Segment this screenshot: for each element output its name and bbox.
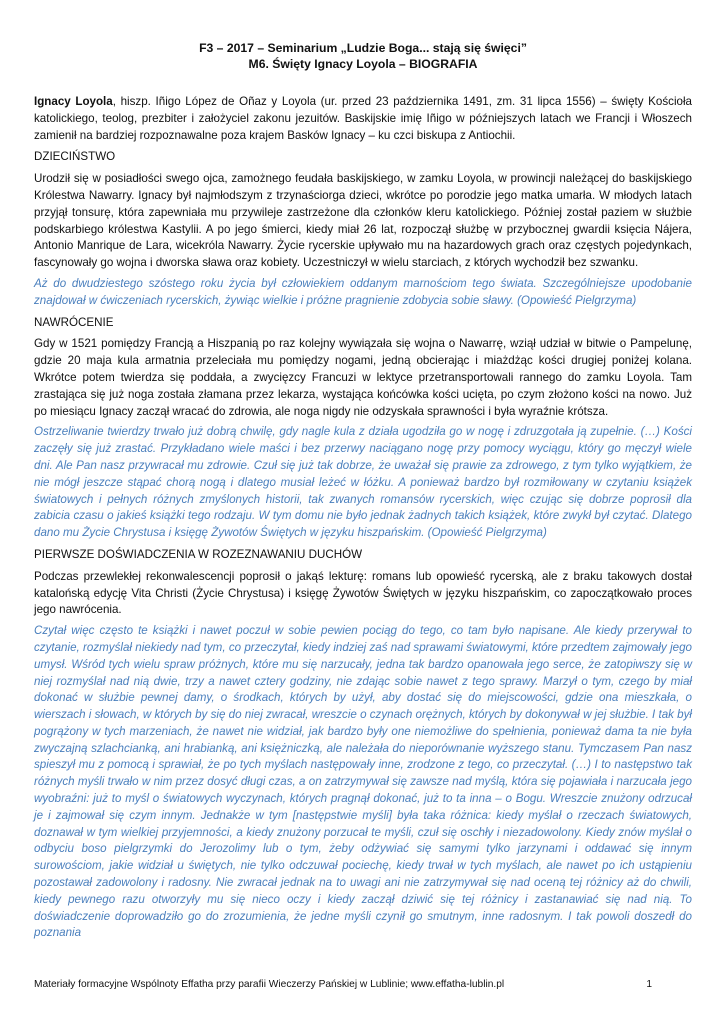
discernment-paragraph: Podczas przewlekłej rekonwalescencji poprosił o jakąś lekturę: romans lub opowieść rycerską, ale z braku takowych dostał katalońską edycję Vita Christi (Życie Chrystusa) i księgę Żywotów Świętych w języku hiszpańskim, co zapoczątkowało proces jego nawrócenia. — [34, 569, 692, 617]
conversion-paragraph: Gdy w 1521 pomiędzy Francją a Hiszpanią po raz kolejny wywiązała się wojna o Nawarrę, wziął udział w bitwie o Pampelunę, gdzie 20 maja kula armatnia przeleciała mu pomiędzy nogami, jedną obcierając i miażdżąc kości drugiej poniżej kolana. Wkrótce potem twierdza się poddała, a zwycięzcy Francuzi w lektyce przetransportowali rannego do zamku Loyola. Tam zrastająca się już noga została złamana przez lekarza, wystająca końcówka kości ucięta, po czym złożono kości na nowo. Już po miesiącu Ignacy zaczął wracać do zdrowia, ale noga nigdy nie odzyskała sprawności i była wyraźnie krótsza. — [34, 337, 692, 418]
section-heading-discernment: PIERWSZE DOŚWIADCZENIA W ROZEZNAWANIU DUCHÓW — [34, 547, 363, 561]
footer-text: Materiały formacyjne Wspólnoty Effatha przy parafii Wieczerzy Pańskiej w Lublinie; www.effatha-lublin.pl — [34, 979, 505, 990]
childhood-quote: Aż do dwudziestego szóstego roku życia był człowiekiem oddanym marnościom tego świata. Szczególniejsze upodobanie znajdował w ćwiczeniach rycerskich, żywiąc wielkie i próżne pragnienie zdobycia sobie sławy. (Opowieść Pielgrzyma) — [34, 276, 692, 307]
intro-name: Ignacy Loyola — [34, 95, 113, 108]
page-number: 1 — [646, 979, 652, 990]
document-page — [34, 40, 692, 942]
document-title-line1: F3 – 2017 – Seminarium „Ludzie Boga... stają się święci” — [199, 41, 527, 55]
discernment-quote: Czytał więc często te książki i nawet poczuł w sobie pewien pociąg do tego, co tam było napisane. Ale kiedy przerywał to czytanie, rozmyślał niekiedy nad tym, co przeczytał, kiedy indziej zaś nad sprawami światowymi, które przedtem zajmowały jego umysł. Wśród tych wielu spraw próżnych, które mu się narzucały, jedna tak bardzo opanowała jego serce, że zatopiwszy się w niej rozmyślał nad nią dwie, trzy a nawet cztery godziny, nie zdając sobie nawet z tego sprawy. Marzył o tym, czego by miał dokonać w służbie pewnej damy, o środkach, których by użył, aby dostać się do miejscowości, gdzie ona mieszkała, o wierszach i słowach, w których by się do niej zwracał, wreszcie o czynach orężnych, których by dokonywał w jej służbie. I tak był pogrążony w tych marzeniach, że nawet nie widział, jak bardzo były one niemożliwe do spełnienia, ponieważ dama ta nie była zwyczajną szlachcianką, ani hrabianką, ani księżniczką, ale należała do nieporównanie wyższego stanu. Tymczasem Pan nasz spieszył mu z pomocą i sprawiał, że po tych myślach następowały inne, zrodzone z tego, co przeczytał. (…) I to następstwo tak różnych myśli trwało w nim przez dosyć długi czas, a on zatrzymywał się zawsze nad myślą, która się pojawiała i narzucała jego wyobraźni: już to myśl o światowych wyczynach, których pragnął dokonać, już to ta inna – o Bogu. Wreszcie znużony odrzucał je i zajmował się czym innym. Jednakże w tym [następstwie myśli] była taka różnica: kiedy myślał o rzeczach światowych, doznawał w tym wielkiej przyjemności, a kiedy znużony porzucał te myśli, czuł się oschły i niezadowolony. Kiedy znów myślał o odbyciu boso pielgrzymki do Jerozolimy lub o tym, żeby odżywiać się samymi tylko jarzynami i oddawać się innym surowościom, jakie widział u świętych, nie tylko odczuwał pociechę, kiedy trwał w tych myślach, ale nawet po ich ustąpieniu pozostawał zadowolony i radosny. Nie zwracał jednak na to uwagi ani nie zatrzymywał się nad oceną tej różnicy aż do chwili, kiedy pewnego razu otworzyły mu się nieco oczy i kiedy zaczął dziwić się tej różnicy i zastanawiać się nad nią. To doświadczenie doprowadziło go do zrozumienia, że jedne myśli czynił go smutnym, inne radosnym. I tak powoli doszedł do poznania — [34, 624, 692, 940]
section-heading-childhood: DZIECIŃSTWO — [34, 150, 116, 164]
childhood-paragraph: Urodził się w posiadłości swego ojca, zamożnego feudała baskijskiego, w zamku Loyola, w prowincji należącej do baskijskiego Królestwa Nawarry. Ignacy był najmłodszym z trzynaściorga dzieci, wkrótce po porodzie jego matka umarła. W młodych latach przyjął tonsurę, która zapewniała mu przywileje zastrzeżone dla członków kleru katolickiego. Później został paziem w służbie podskarbiego królestwa Kastylii. A po jego śmierci, kiedy miał 26 lat, rozpoczął służbę w przybocznej gwardii księcia Nájera, Antonio Manrique de Lara, wicekróla Nawarry. Życie rycerskie upływało mu na hazardowych grach oraz częstych pojedynkach, fascynowały go wojna i dworska sława oraz kobiety. Uczestniczył w wielu starciach, z których wychodził bez szwanku. — [34, 172, 692, 270]
document-title-line2: M6. Święty Ignacy Loyola – BIOGRAFIA — [248, 57, 478, 71]
intro-paragraph — [34, 94, 692, 144]
intro-text: , hiszp. Iñigo López de Oñaz y Loyola (ur. przed 23 października 1491, zm. 31 lipca 1556) – święty Kościoła katolickiego, teolog, prezbiter i założyciel zakonu jezuitów. Baskijskie imię Iñigo w późniejszych latach we Francji i Włoszech zamienił na bardziej rozpoznawalne poza krajem Basków Ignacy – ku czci biskupa z Antiochii. — [34, 95, 692, 142]
conversion-quote: Ostrzeliwanie twierdzy trwało już dobrą chwilę, gdy nagle kula z działa ugodziła go w nogę i zdruzgotała ją zupełnie. (…) Kości zaczęły się już zrastać. Przykładano wiele maści i bez przerwy naciągano nogę przy pomocy wyciągu, który go męczył wiele dni. Ale Pan nasz przywracał mu zdrowie. Czuł się już tak dobrze, że uważał się prawie za zdrowego, z tym tylko wyjątkiem, że nie mógł jeszcze stąpać chorą nogą i dlatego musiał leżeć w łóżku. A ponieważ bardzo był rozmiłowany w czytaniu książek światowych i pełnych różnych zmyślonych historii, tak zwanych romansów rycerskich, więc czując się dobrze poprosił dla zabicia czasu o jakieś książki tego rodzaju. W tym domu nie było jednak żadnych takich książek, które zwykł był czytać. Dlatego dano mu Życie Chrystusa i księgę Żywotów Świętych w języku hiszpańskim. (Opowieść Pielgrzyma) — [34, 425, 692, 540]
page-footer — [34, 978, 692, 991]
section-heading-conversion: NAWRÓCENIE — [34, 315, 114, 329]
